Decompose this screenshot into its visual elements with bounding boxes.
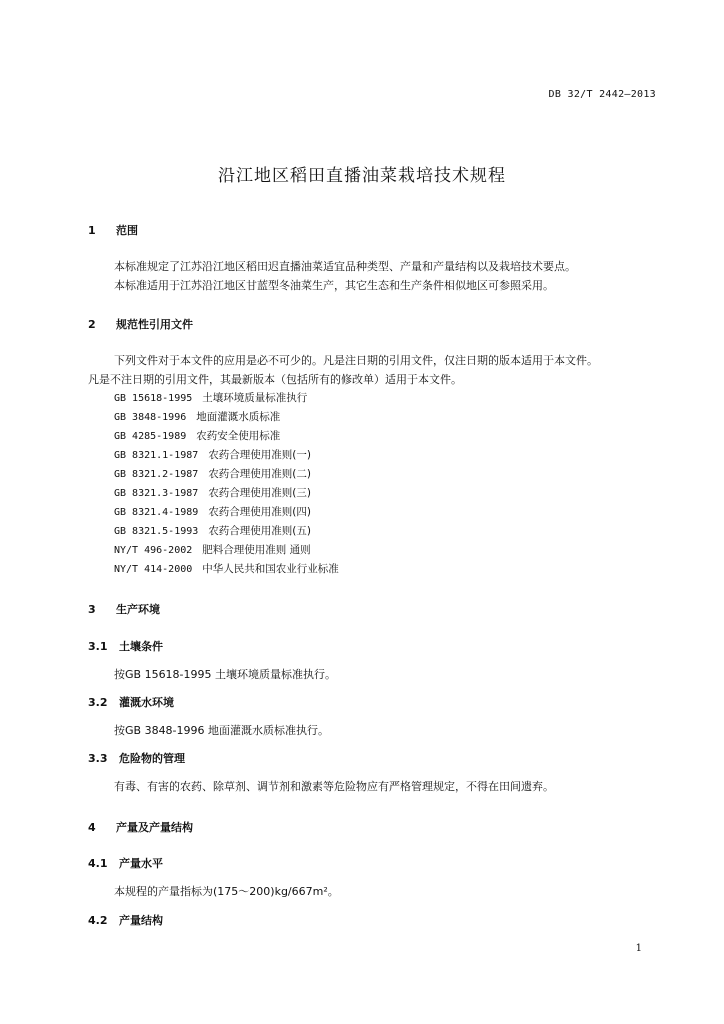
reference-item: [114, 561, 339, 576]
reference-code: GB 4285-1989: [114, 431, 187, 442]
paragraph: 凡是不注日期的引用文件，其最新版本（包括所有的修改单）适用于本文件。: [88, 373, 462, 386]
reference-name: 土壤环境质量标准执行: [202, 392, 308, 404]
subsection-3-2-heading: [88, 694, 174, 710]
section-title: 产量及产量结构: [116, 821, 193, 834]
subsection-number: 3.2: [88, 696, 108, 709]
paragraph: 按GB 15618-1995 土壤环境质量标准执行。: [114, 668, 337, 681]
reference-item: [114, 466, 311, 481]
section-title: 规范性引用文件: [116, 318, 193, 331]
section-number: 4: [88, 821, 96, 834]
subsection-4-1-heading: [88, 855, 163, 871]
subsection-title: 土壤条件: [119, 640, 163, 653]
reference-item: [114, 447, 311, 462]
subsection-number: 4.1: [88, 857, 108, 870]
standard-code: DB 32/T 2442—2013: [548, 89, 656, 100]
section-2-heading: [88, 316, 193, 332]
reference-code: GB 8321.3-1987: [114, 488, 199, 499]
reference-item: [114, 485, 311, 500]
reference-code: GB 3848-1996: [114, 412, 187, 423]
reference-name: 地面灌溉水质标准: [196, 411, 281, 423]
reference-name: 中华人民共和国农业行业标准: [202, 563, 339, 575]
reference-item: [114, 428, 280, 443]
paragraph: 按GB 3848-1996 地面灌溉水质标准执行。: [114, 724, 330, 737]
reference-item: [114, 409, 280, 424]
subsection-title: 灌溉水环境: [119, 696, 174, 709]
section-number: 3: [88, 603, 96, 616]
section-number: 2: [88, 318, 96, 331]
document-title: 沿江地区稻田直播油菜栽培技术规程: [218, 166, 506, 186]
section-number: 1: [88, 224, 96, 237]
reference-name: 农药合理使用准则(五): [208, 525, 312, 537]
subsection-title: 产量水平: [119, 857, 163, 870]
reference-code: NY/T 496-2002: [114, 545, 193, 556]
page-number: 1: [635, 943, 642, 954]
paragraph: 下列文件对于本文件的应用是必不可少的。凡是注日期的引用文件，仅注日期的版本适用于本文件。: [114, 354, 598, 367]
reference-code: GB 8321.4-1989: [114, 507, 199, 518]
subsection-title: 产量结构: [119, 914, 163, 927]
subsection-title: 危险物的管理: [119, 752, 185, 765]
subsection-number: 3.1: [88, 640, 108, 653]
reference-name: 农药合理使用准则(三): [208, 487, 312, 499]
paragraph: 本标准规定了江苏沿江地区稻田迟直播油菜适宜品种类型、产量和产量结构以及栽培技术要点。: [114, 260, 576, 273]
reference-name: 农药合理使用准则(一): [208, 449, 312, 461]
reference-name: 农药合理使用准则(四): [208, 506, 312, 518]
paragraph: 本标准适用于江苏沿江地区甘蓝型冬油菜生产，其它生态和生产条件相似地区可参照采用。: [114, 279, 554, 292]
reference-item: [114, 390, 307, 405]
section-3-heading: [88, 601, 160, 617]
reference-name: 农药安全使用标准: [196, 430, 281, 442]
subsection-4-2-heading: [88, 912, 163, 928]
reference-code: GB 8321.2-1987: [114, 469, 199, 480]
subsection-number: 3.3: [88, 752, 108, 765]
section-title: 范围: [116, 224, 138, 237]
section-1-heading: [88, 222, 138, 238]
subsection-3-3-heading: [88, 750, 185, 766]
reference-code: GB 8321.1-1987: [114, 450, 199, 461]
section-4-heading: [88, 819, 193, 835]
section-title: 生产环境: [116, 603, 160, 616]
paragraph: 本规程的产量指标为(175～200)kg/667m²。: [114, 885, 339, 898]
reference-code: GB 15618-1995: [114, 393, 193, 404]
reference-item: [114, 504, 311, 519]
reference-code: GB 8321.5-1993: [114, 526, 199, 537]
subsection-number: 4.2: [88, 914, 108, 927]
reference-item: [114, 523, 311, 538]
paragraph: 有毒、有害的农药、除草剂、调节剂和激素等危险物应有严格管理规定，不得在田间遗弃。: [114, 780, 554, 793]
reference-code: NY/T 414-2000: [114, 564, 193, 575]
reference-name: 农药合理使用准则(二): [208, 468, 312, 480]
subsection-3-1-heading: [88, 638, 163, 654]
reference-item: [114, 542, 311, 557]
reference-name: 肥料合理使用准则 通则: [202, 544, 311, 556]
